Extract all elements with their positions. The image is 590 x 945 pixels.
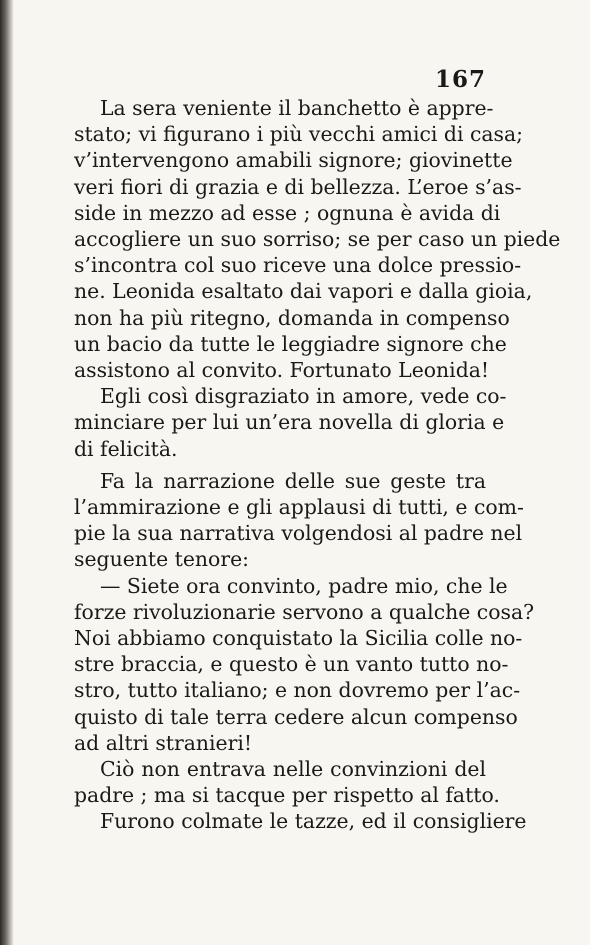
text-line: accogliere un suo sorriso; se per caso un piede <box>74 227 561 252</box>
text-line: seguente tenore: <box>74 547 250 572</box>
text-line: Ciò non entrava nelle convinzioni del <box>100 757 486 782</box>
text-line: pie la sua narrativa volgendosi al padre nel <box>74 521 523 546</box>
text-line: di felicità. <box>74 436 178 461</box>
text-line: v’intervengono amabili signore; giovinette <box>74 148 513 173</box>
text-line: stato; vi figurano i più vecchi amici di casa; <box>74 122 524 147</box>
text-line: s’incontra col suo riceve una dolce pressio- <box>74 253 522 278</box>
text-line: veri fiori di grazia e di bellezza. L’eroe s’as- <box>74 174 522 199</box>
text-line: non ha più ritegno, domanda in compenso <box>74 305 510 330</box>
paragraph-5 <box>74 756 500 808</box>
text-line: stre braccia, e questo è un vanto tutto no- <box>74 652 509 677</box>
text-line: ad altri stranieri! <box>74 730 253 755</box>
body-text <box>74 95 561 835</box>
page-binding-edge <box>0 0 14 945</box>
text-line: forze rivoluzionarie servono a qualche cosa? <box>74 599 535 624</box>
text-line: stro, tutto italiano; e non dovremo per l’ac- <box>74 678 521 703</box>
text-line: padre ; ma si tacque per rispetto al fatto. <box>74 783 500 808</box>
text-line: l’ammirazione e gli applausi di tutti, e com- <box>74 495 524 520</box>
text-line: un bacio da tutte le leggiadre signore che <box>74 331 507 356</box>
text-line: assistono al convito. Fortunato Leonida! <box>74 358 490 383</box>
text-line: minciare per lui un’era novella di gloria e <box>74 410 505 435</box>
text-line: Noi abbiamo conquistato la Sicilia colle no- <box>74 626 523 651</box>
text-line: Egli così disgraziato in amore, vede co- <box>100 384 507 409</box>
text-line: — Siete ora convinto, padre mio, che le <box>100 573 508 598</box>
paragraph-6 <box>74 808 527 834</box>
text-line: ne. Leonida esaltato dai vapori e dalla gioia, <box>74 279 533 304</box>
text-line: Fa la narrazione delle sue geste tra <box>100 468 486 493</box>
paragraph-2 <box>74 383 507 462</box>
text-line: La sera veniente il banchetto è appre- <box>100 96 494 120</box>
page-number: 167 <box>434 66 486 93</box>
paragraph-4 <box>74 573 535 756</box>
paragraph-1 <box>74 95 561 383</box>
text-line: quisto di tale terra cedere alcun compenso <box>74 704 518 729</box>
text-line: side in mezzo ad esse ; ognuna è avida di <box>74 200 501 225</box>
paragraph-3 <box>74 468 524 573</box>
text-line: Furono colmate le tazze, ed il consigliere <box>100 809 527 834</box>
